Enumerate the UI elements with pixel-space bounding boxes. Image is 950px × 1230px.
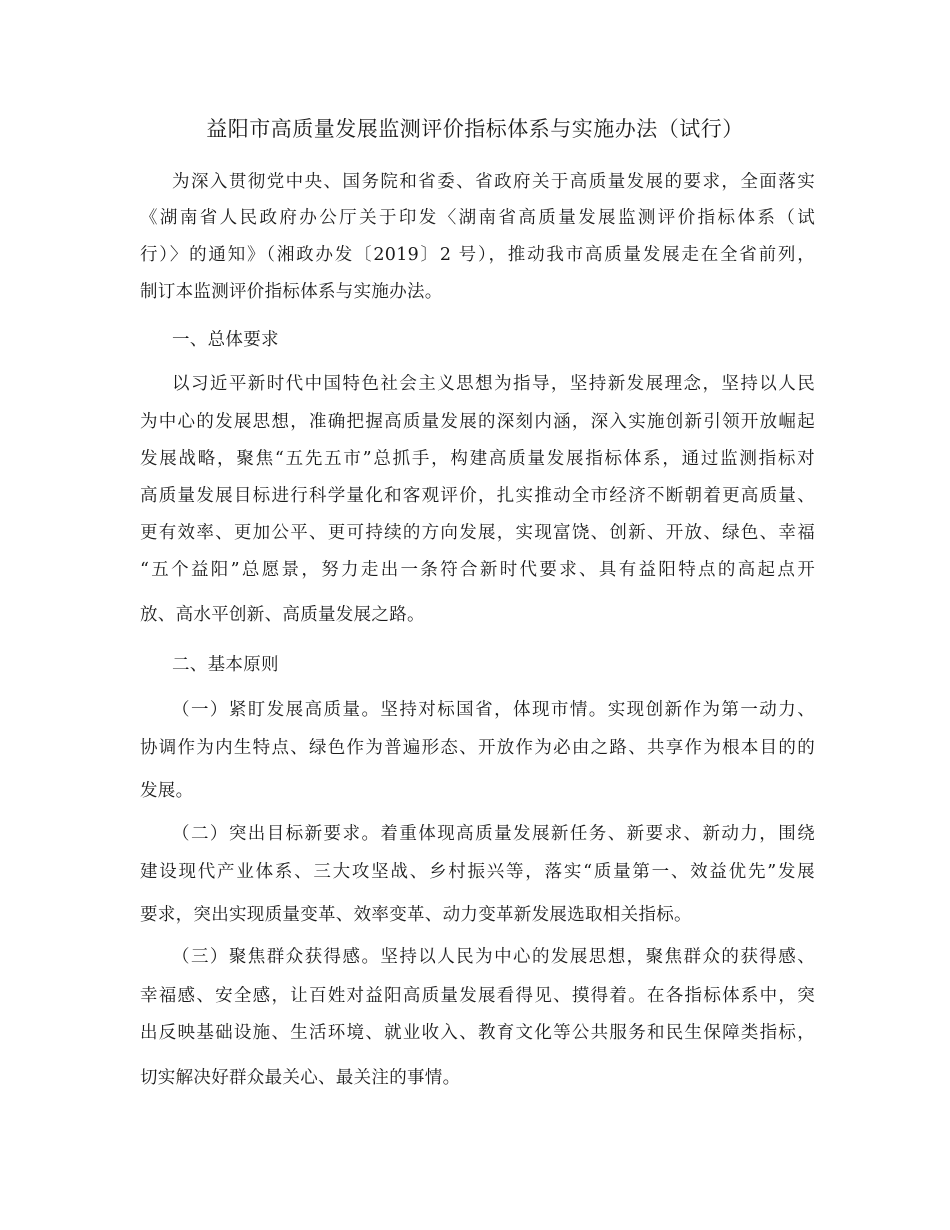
paragraph-line: 放、高水平创新、高质量发展之路。 (140, 605, 425, 625)
paragraph-line: 出反映基础设施、生活环境、就业收入、教育文化等公共服务和民生保障类指标， (140, 1023, 815, 1043)
document-title: 益阳市高质量发展监测评价指标体系与实施办法（试行） (206, 117, 744, 141)
paragraph-line: “五个益阳”总愿景，努力走出一条符合新时代要求、具有益阳特点的高起点开 (140, 560, 815, 580)
paragraph-line: 切实解决好群众最关心、最关注的事情。 (140, 1068, 461, 1088)
paragraph-line: 高质量发展目标进行科学量化和客观评价，扎实推动全市经济不断朝着更高质量、 (140, 486, 815, 506)
paragraph-line: 以习近平新时代中国特色社会主义思想为指导，坚持新发展理念，坚持以人民 (172, 374, 815, 394)
paragraph-line: 制订本监测评价指标体系与实施办法。 (140, 282, 443, 302)
paragraph-line: 《湖南省人民政府办公厅关于印发〈湖南省高质量发展监测评价指标体系（试 (140, 208, 815, 228)
paragraph-line: 发展战略，聚焦“五先五市”总抓手，构建高质量发展指标体系，通过监测指标对 (140, 449, 815, 469)
section-heading: 一、总体要求 (172, 330, 279, 350)
paragraph-line: （一）紧盯发展高质量。坚持对标国省，体现市情。实现创新作为第一动力、 (172, 700, 815, 720)
section-heading: 二、基本原则 (172, 655, 279, 675)
paragraph-line: 协调作为内生特点、绿色作为普遍形态、开放作为必由之路、共享作为根本目的的 (140, 738, 815, 758)
paragraph-line: 幸福感、安全感，让百姓对益阳高质量发展看得见、摸得着。在各指标体系中，突 (140, 986, 815, 1006)
paragraph-line: 为中心的发展思想，准确把握高质量发展的深刻内涵，深入实施创新引领开放崛起 (140, 412, 815, 432)
paragraph-line: 发展。 (140, 781, 194, 801)
paragraph-line: 建设现代产业体系、三大攻坚战、乡村振兴等，落实“质量第一、效益优先”发展 (140, 862, 815, 882)
paragraph-line: （二）突出目标新要求。着重体现高质量发展新任务、新要求、新动力，围绕 (172, 824, 815, 844)
paragraph-line: （三）聚焦群众获得感。坚持以人民为中心的发展思想，聚焦群众的获得感、 (172, 947, 815, 967)
paragraph-line: 行）〉的通知》（湘政办发〔2019〕2 号），推动我市高质量发展走在全省前列， (140, 245, 815, 265)
paragraph-line: 更有效率、更加公平、更可持续的方向发展，实现富饶、创新、开放、绿色、幸福 (140, 523, 815, 543)
paragraph-line: 为深入贯彻党中央、国务院和省委、省政府关于高质量发展的要求，全面落实 (172, 172, 815, 192)
paragraph-line: 要求，突出实现质量变革、效率变革、动力变革新发展选取相关指标。 (140, 905, 692, 925)
